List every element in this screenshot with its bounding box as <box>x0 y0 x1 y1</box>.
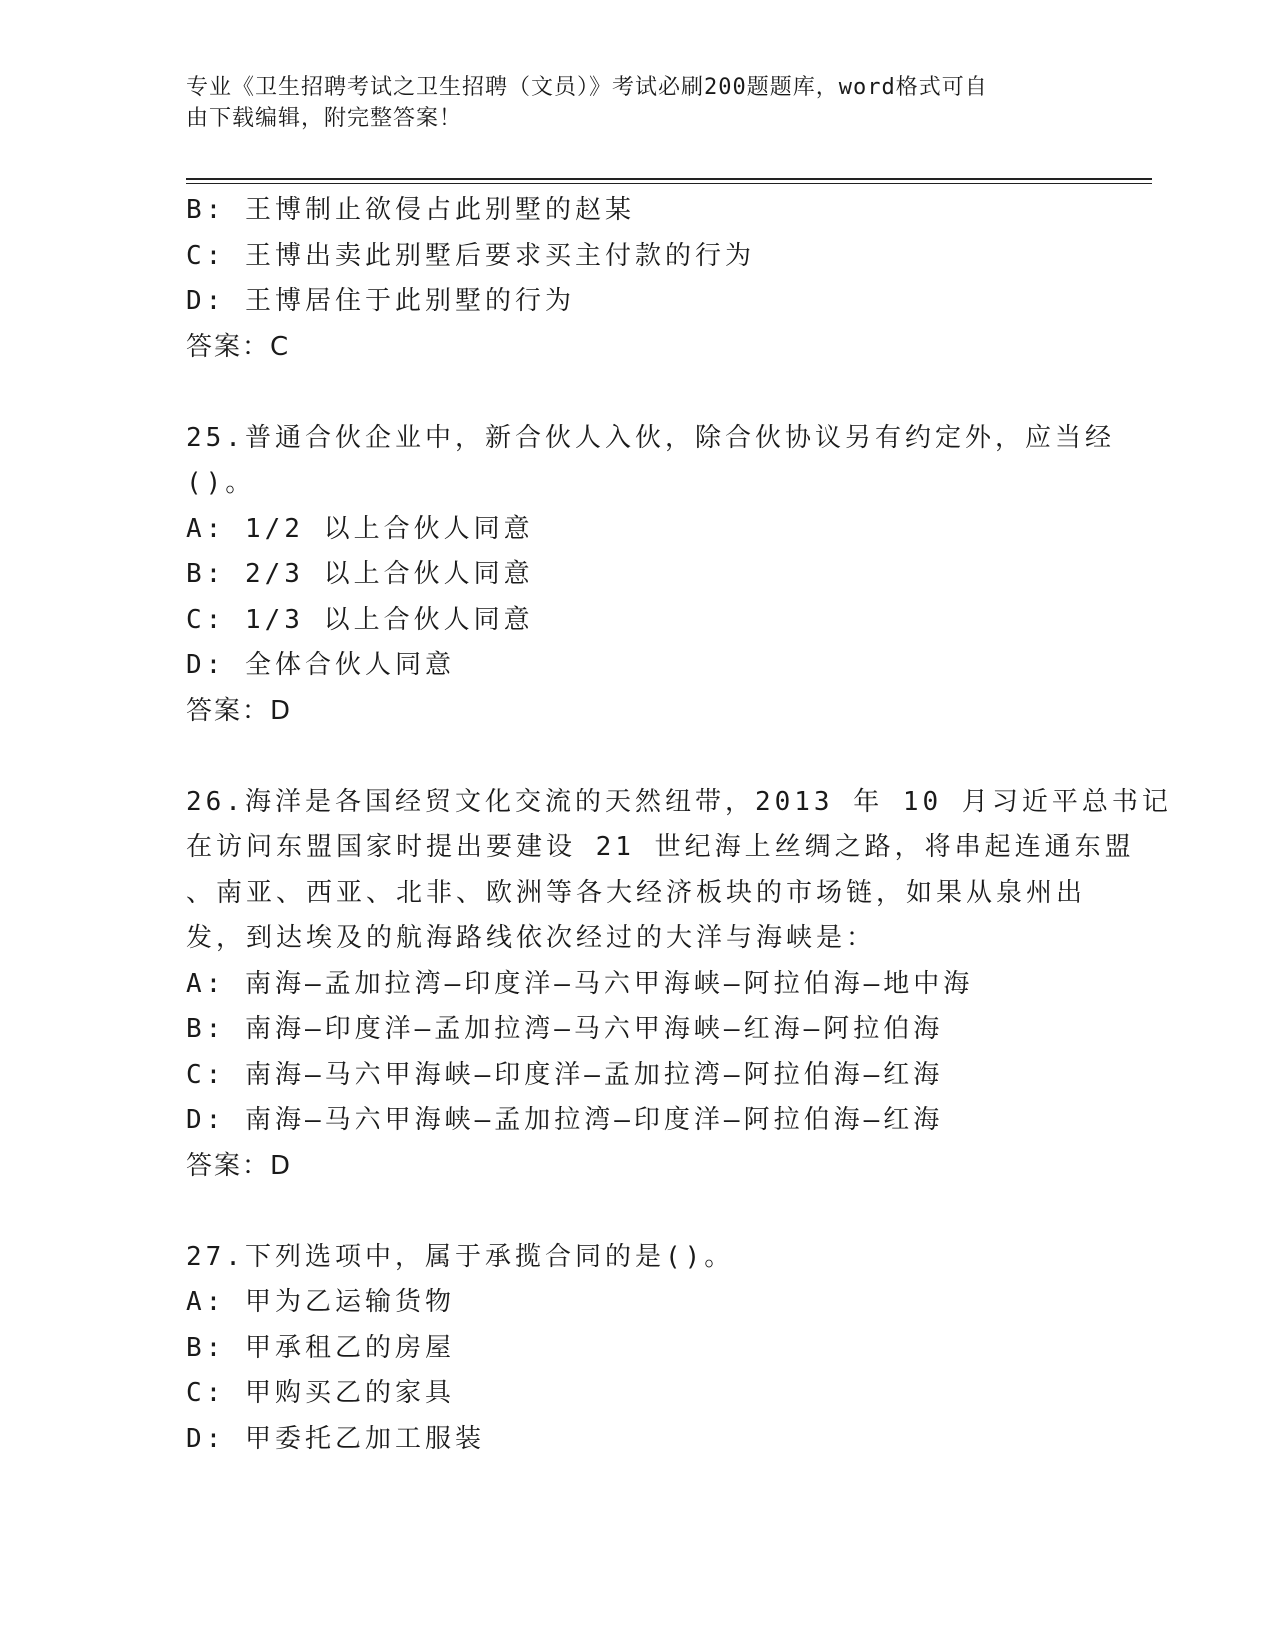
option-a: A: 甲为乙运输货物 <box>186 1287 455 1317</box>
option-c: C: 南海—马六甲海峡—印度洋—孟加拉湾—阿拉伯海—红海 <box>186 1059 944 1090</box>
question-stem-continued: 在访问东盟国家时提出要建设 21 世纪海上丝绸之路，将串起连通东盟 <box>186 832 1135 862</box>
option-b: B: 2/3 以上合伙人同意 <box>186 559 534 589</box>
question-27 <box>186 1235 1076 1463</box>
question-gap <box>186 734 1076 780</box>
question-stem: 25.普通合伙企业中，新合伙人入伙，除合伙协议另有约定外，应当经 <box>186 422 1115 453</box>
answer-label: 答案：D <box>186 695 293 726</box>
answer-label: 答案：C <box>186 331 291 362</box>
question-list <box>186 188 1172 1462</box>
option-a: A: 南海—孟加拉湾—印度洋—马六甲海峡—阿拉伯海—地中海 <box>186 968 974 999</box>
option-c: C: 1/3 以上合伙人同意 <box>186 604 534 635</box>
header-rule-thick <box>186 178 1152 180</box>
option-d: D: 南海—马六甲海峡—孟加拉湾—印度洋—阿拉伯海—红海 <box>186 1105 944 1135</box>
question-26 <box>186 780 1172 1190</box>
option-b: B: 王博制止欲侵占此别墅的赵某 <box>186 195 635 225</box>
header-title-line-1: 专业《卫生招聘考试之卫生招聘（文员）》考试必刷200题题库，word格式可自 <box>186 75 988 100</box>
header-rule-thin <box>186 183 1152 184</box>
page-header <box>186 72 1066 134</box>
option-b: B: 南海—印度洋—孟加拉湾—马六甲海峡—红海—阿拉伯海 <box>186 1014 944 1044</box>
question-24-continued <box>186 188 1076 370</box>
question-stem-continued: 、南亚、西亚、北非、欧洲等各大经济板块的市场链，如果从泉州出 <box>186 877 1087 908</box>
option-d: D: 全体合伙人同意 <box>186 650 455 680</box>
question-25 <box>186 416 1115 735</box>
option-d: D: 王博居住于此别墅的行为 <box>186 286 575 316</box>
question-stem: 27.下列选项中，属于承揽合同的是()。 <box>186 1241 735 1272</box>
question-stem-continued: 发，到达埃及的航海路线依次经过的大洋与海峡是： <box>186 923 877 953</box>
option-a: A: 1/2 以上合伙人同意 <box>186 513 534 544</box>
question-gap <box>186 1189 1076 1235</box>
answer-label: 答案：D <box>186 1150 293 1181</box>
option-b: B: 甲承租乙的房屋 <box>186 1332 455 1363</box>
header-title-line-2: 由下载编辑，附完整答案！ <box>186 106 463 131</box>
option-c: C: 王博出卖此别墅后要求买主付款的行为 <box>186 240 755 271</box>
question-stem-continued: ()。 <box>186 468 256 498</box>
option-d: D: 甲委托乙加工服装 <box>186 1423 485 1454</box>
question-stem: 26.海洋是各国经贸文化交流的天然纽带，2013 年 10 月习近平总书记 <box>186 786 1172 817</box>
question-gap <box>186 370 1076 416</box>
option-c: C: 甲购买乙的家具 <box>186 1378 455 1408</box>
